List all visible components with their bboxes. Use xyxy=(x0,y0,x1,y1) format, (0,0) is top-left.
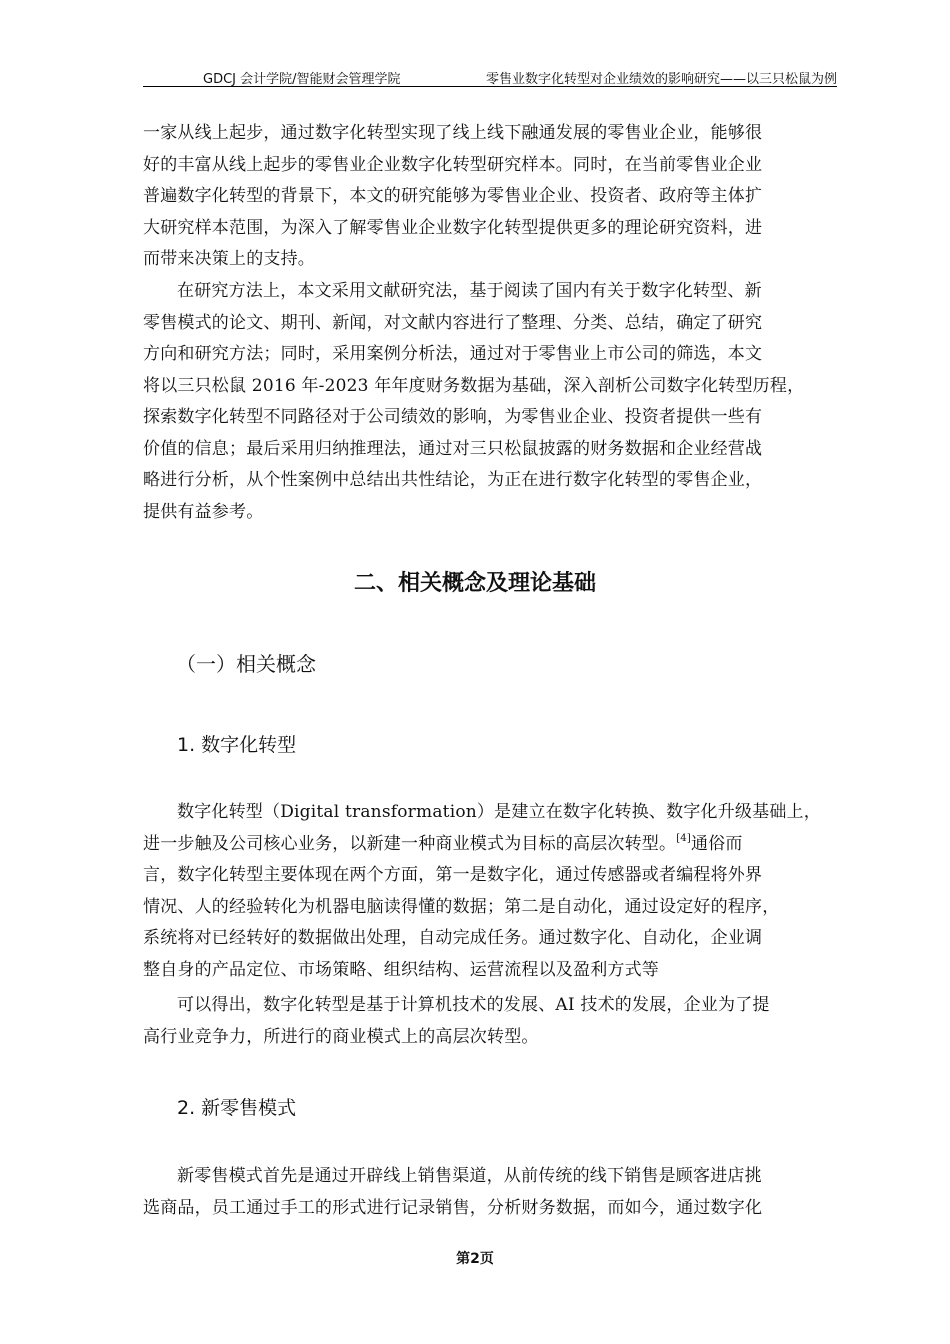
text-line: 在研究方法上，本文采用文献研究法，基于阅读了国内有关于数字化转型、新 xyxy=(177,281,762,301)
paragraph-research-significance xyxy=(143,118,843,276)
heading-new-retail-model: 2. 新零售模式 xyxy=(177,1097,297,1119)
text-line: 而带来决策上的支持。 xyxy=(143,249,315,269)
text-line: 探索数字化转型不同路径对于公司绩效的影响，为零售业企业、投资者提供一些有 xyxy=(143,407,763,427)
text-segment: 进一步触及公司核心业务，以新建一种商业模式为目标的高层次转型。 xyxy=(143,833,677,854)
paragraph-new-retail-model xyxy=(143,1161,843,1224)
text-line: 可以得出，数字化转型是基于计算机技术的发展、AI 技术的发展，企业为了提 xyxy=(177,995,770,1015)
text-line: 大研究样本范围，为深入了解零售业企业数字化转型提供更多的理论研究资料，进 xyxy=(143,217,763,238)
text-line: 言，数字化转型主要体现在两个方面，第一是数字化，通过传感器或者编程将外界 xyxy=(143,865,763,885)
text-line: 新零售模式首先是通过开辟线上销售渠道，从前传统的线下销售是顾客进店挑 xyxy=(177,1166,762,1186)
text-line: 方向和研究方法；同时，采用案例分析法，通过对于零售业上市公司的筛选，本文 xyxy=(143,344,763,364)
text-line: 略进行分析，从个性案例中总结出共性结论，为正在进行数字化转型的零售企业， xyxy=(143,470,763,490)
text-line: 整自身的产品定位、市场策略、组织结构、运营流程以及盈利方式等 xyxy=(143,959,659,980)
citation-reference[interactable]: [4] xyxy=(676,832,691,844)
text-line: 情况、人的经验转化为机器电脑读得懂的数据；第二是自动化，通过设定好的程序， xyxy=(143,896,780,917)
paragraph-digital-transformation-conclusion xyxy=(143,990,843,1053)
text-line: 数字化转型（Digital transformation）是建立在数字化转换、数字化升级基础上， xyxy=(177,802,821,822)
page-number: 第2页 xyxy=(456,1251,494,1267)
text-line: 高行业竞争力，所进行的商业模式上的高层次转型。 xyxy=(143,1026,539,1047)
text-line: 将以三只松鼠 2016 年-2023 年年度财务数据为基础，深入剖析公司数字化转型历程， xyxy=(143,375,805,396)
text-line: 选商品，员工通过手工的形式进行记录销售，分析财务数据，而如今，通过数字化 xyxy=(143,1197,763,1218)
text-segment: 通俗而 xyxy=(690,833,743,854)
subsection-title: （一）相关概念 xyxy=(176,652,316,676)
header-paper-title: 零售业数字化转型对企业绩效的影响研究——以三只松鼠为例 xyxy=(485,72,837,87)
paragraph-digital-transformation-definition xyxy=(143,797,843,986)
header-institution: GDCJ 会计学院/智能财会管理学院 xyxy=(203,72,401,87)
text-line: 提供有益参考。 xyxy=(143,501,264,522)
text-line: 价值的信息；最后采用归纳推理法，通过对三只松鼠披露的财务数据和企业经营战 xyxy=(143,438,763,459)
text-line: 好的丰富从线上起步的零售业企业数字化转型研究样本。同时，在当前零售业企业 xyxy=(143,154,763,175)
text-line: 系统将对已经转好的数据做出处理，自动完成任务。通过数字化、自动化，企业调 xyxy=(143,928,763,948)
text-line: 普遍数字化转型的背景下，本文的研究能够为零售业企业、投资者、政府等主体扩 xyxy=(143,186,763,206)
page-header xyxy=(143,68,837,87)
heading-digital-transformation: 1. 数字化转型 xyxy=(177,734,297,756)
text-line: 一家从线上起步，通过数字化转型实现了线上线下融通发展的零售业企业，能够很 xyxy=(143,123,763,143)
text-line: 零售模式的论文、期刊、新闻，对文献内容进行了整理、分类、总结，确定了研究 xyxy=(143,312,763,333)
section-title: 二、相关概念及理论基础 xyxy=(353,571,596,596)
text-line-with-citation xyxy=(143,829,843,861)
paragraph-research-methods xyxy=(143,276,843,528)
